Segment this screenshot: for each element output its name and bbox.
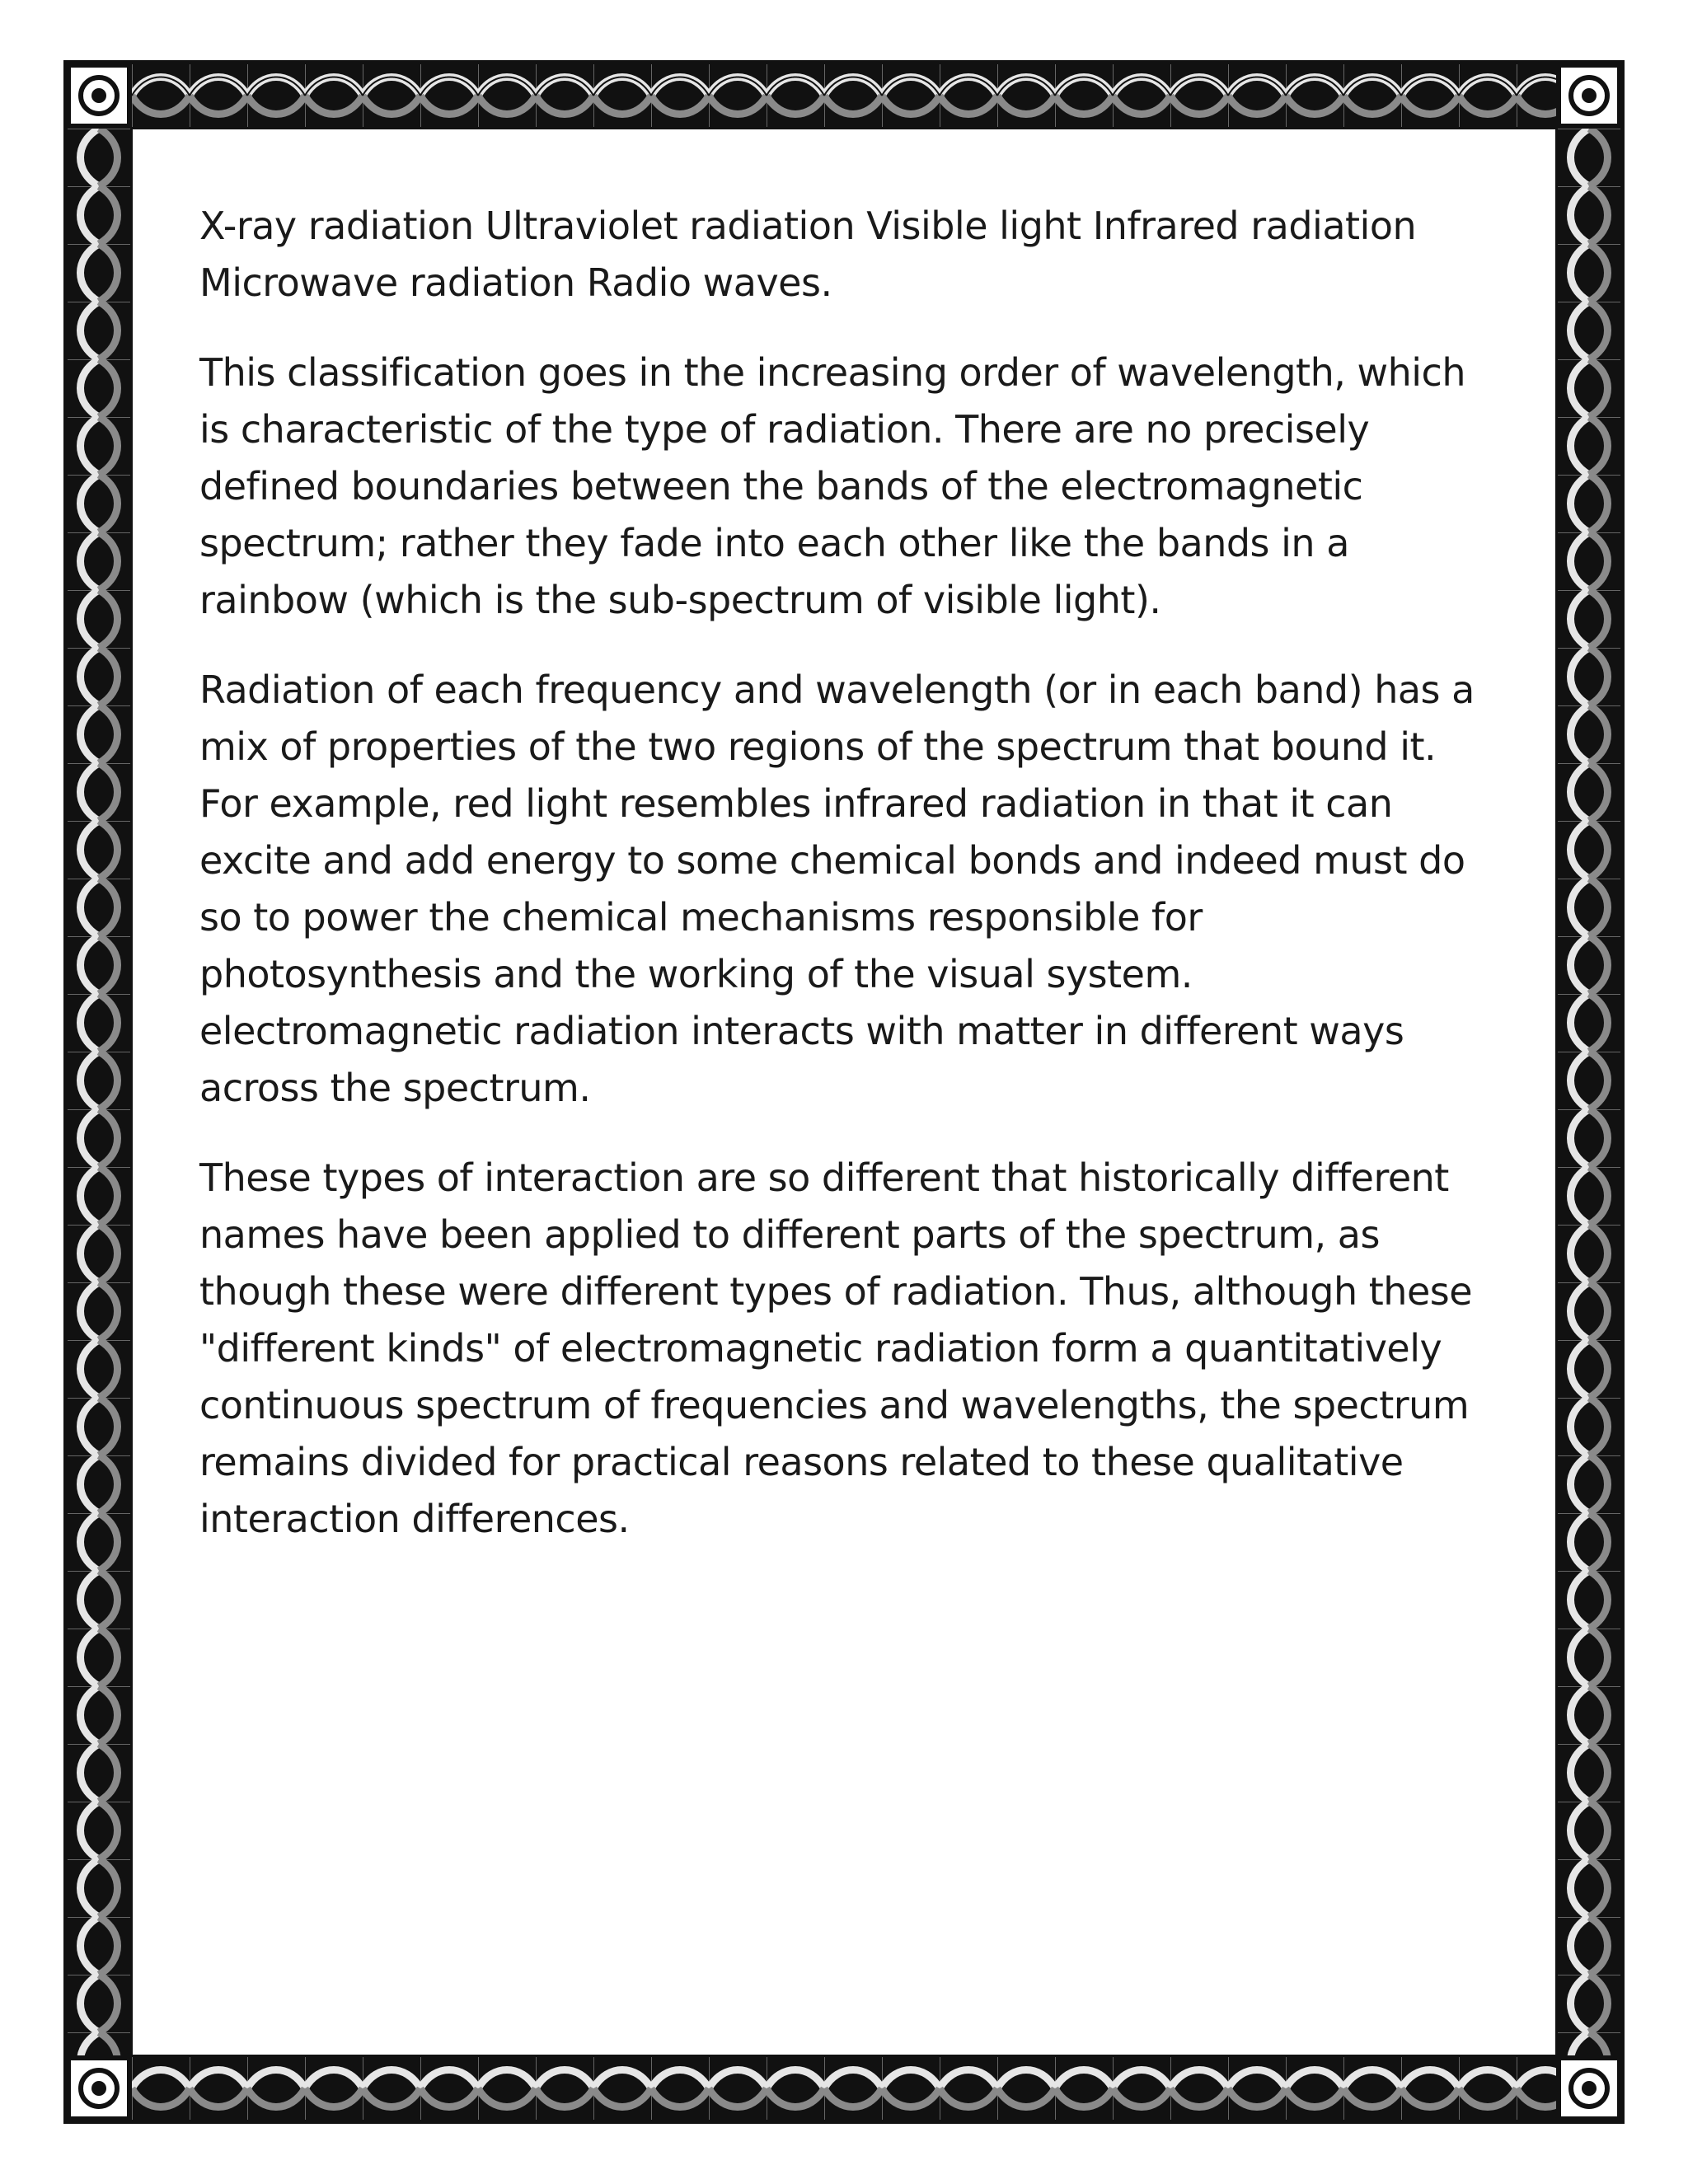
corner-ornament-bottom-right: [1559, 2058, 1620, 2119]
border-bottom-band: [132, 2057, 1556, 2120]
border-right-band: [1558, 129, 1620, 2057]
paragraph-classification: This classification goes in the increasing order of wavelength, which is characteristic of the type of radiation. There are no precisely defined boundaries between the bands of the electromagnetic spectrum; rather they fade into each other like the bands in a rainbow (which is the sub-spectrum of visible light).: [199, 350, 1465, 622]
paragraph-interaction-types: These types of interaction are so different that historically different names have been applied to different parts of the spectrum, as though these were different types of radiation. Thus, although these "different kinds" of electromagnetic radiation form a quantitatively continuous spectrum of frequencies and wavelengths, the spectrum remains divided for practical reasons related to these qualitative interaction differences.: [199, 1155, 1473, 1541]
border-left-band: [68, 129, 130, 2057]
corner-ornament-top-right: [1559, 65, 1620, 126]
corner-ornament-bottom-left: [68, 2058, 129, 2119]
paragraph-spectrum-list: X-ray radiation Ultraviolet radiation Visible light Infrared radiation Microwave radiation Radio waves.: [199, 204, 1417, 305]
document-body: [199, 198, 1493, 1581]
corner-ornament-top-left: [68, 65, 129, 126]
border-top-band: [132, 64, 1556, 127]
paragraph-radiation-properties: Radiation of each frequency and wavelength (or in each band) has a mix of properties of the two regions of the spectrum that bound it. For example, red light resembles infrared radiation in that it can excite and add energy to some chemical bonds and indeed must do so to power the chemical mechanisms responsible for photosynthesis and the working of the visual system. electromagnetic radiation interacts with matter in different ways across the spectrum.: [199, 668, 1475, 1110]
